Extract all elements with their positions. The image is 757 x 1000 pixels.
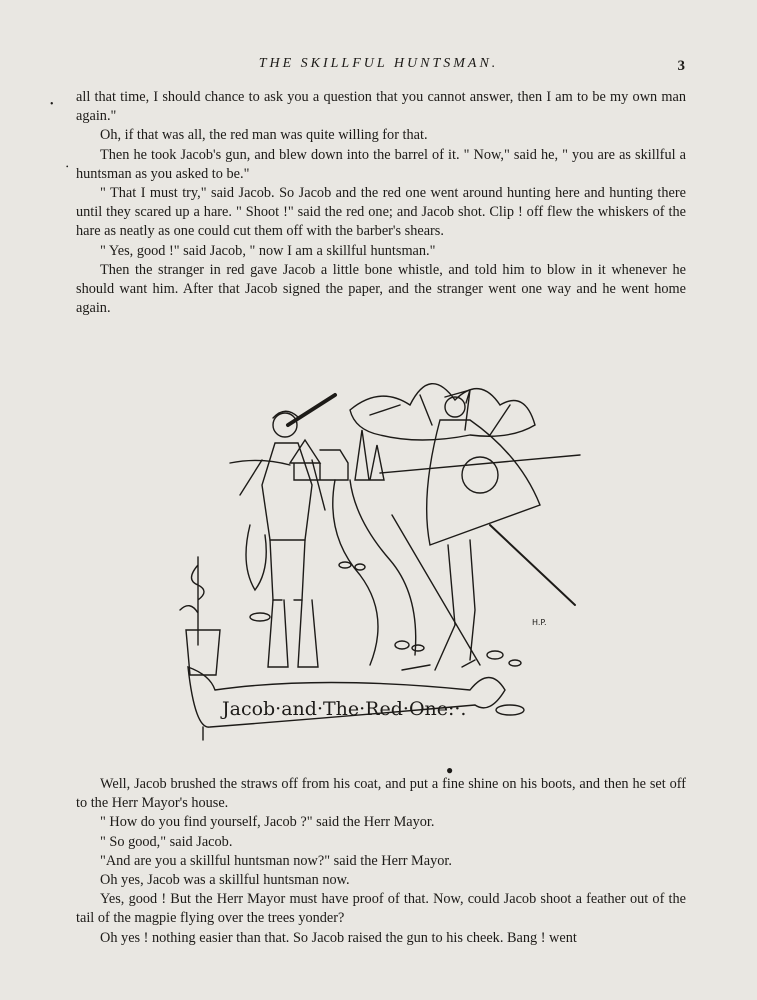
paragraph: Well, Jacob brushed the straws off from his coat, and put a fine shine on his boots, and then he set off to the Herr Mayor's house. — [76, 776, 686, 812]
paragraph: Then the stranger in red gave Jacob a little bone whistle, and told him to blow in it whenever he should want him. After that Jacob signed the paper, and the stranger went one way and he went home again. — [76, 261, 686, 317]
sword-drawing — [490, 525, 575, 605]
paragraph: " Yes, good !" said Jacob, " now I am a skillful huntsman." — [100, 242, 436, 259]
top-text-block — [76, 88, 686, 318]
jacob-figure — [240, 395, 335, 667]
paragraph: all that time, I should chance to ask you a question that you cannot answer, then I am to be my own man again." — [76, 89, 686, 125]
paragraph: "And are you a skillful huntsman now?" said the Herr Mayor. — [100, 852, 452, 869]
bottom-text-block — [76, 775, 686, 948]
running-title: THE SKILLFUL HUNTSMAN. — [258, 56, 499, 71]
horizon — [230, 455, 580, 473]
page-number: 3 — [677, 58, 685, 74]
illustration-caption: Jacob·and·The·Red·One:·. — [222, 698, 467, 720]
paragraph: " That I must try," said Jacob. So Jacob and the red one went around hunting here and hunting there until they scared up a hare. " Shoot !" said the red one; and Jacob shot. Clip ! off flew the whiskers of the hare as neatly as one could cut them off with the barber's shears. — [76, 185, 686, 240]
illustration-jacob-and-red-one — [170, 345, 590, 745]
margin-dot: • — [50, 99, 54, 110]
signpost-drawing — [180, 557, 204, 645]
margin-dot: • — [66, 163, 69, 171]
artist-signature: H.P. — [532, 618, 547, 627]
gun-drawing — [288, 395, 335, 425]
path-drawing — [333, 480, 416, 665]
paragraph: Yes, good ! But the Herr Mayor must have proof of that. Now, could Jacob shoot a feather out of the tail of the magpie flying over the trees yonder? — [76, 891, 686, 927]
paragraph: " So good," said Jacob. — [100, 833, 233, 850]
margin-dot: ● — [446, 763, 454, 777]
paragraph: " How do you find yourself, Jacob ?" said the Herr Mayor. — [100, 814, 435, 831]
cane-drawing — [392, 515, 480, 665]
paragraph: Oh, if that was all, the red man was quite willing for that. — [100, 127, 428, 144]
red-one-figure — [392, 390, 575, 670]
paragraph: Oh yes ! nothing easier than that. So Jacob raised the gun to his cheek. Bang ! went — [100, 929, 577, 946]
paragraph: Oh yes, Jacob was a skillful huntsman now. — [100, 872, 350, 889]
paragraph: Then he took Jacob's gun, and blew down into the barrel of it. " Now," said he, " you are as skillful a huntsman as you asked to be." — [76, 146, 686, 182]
